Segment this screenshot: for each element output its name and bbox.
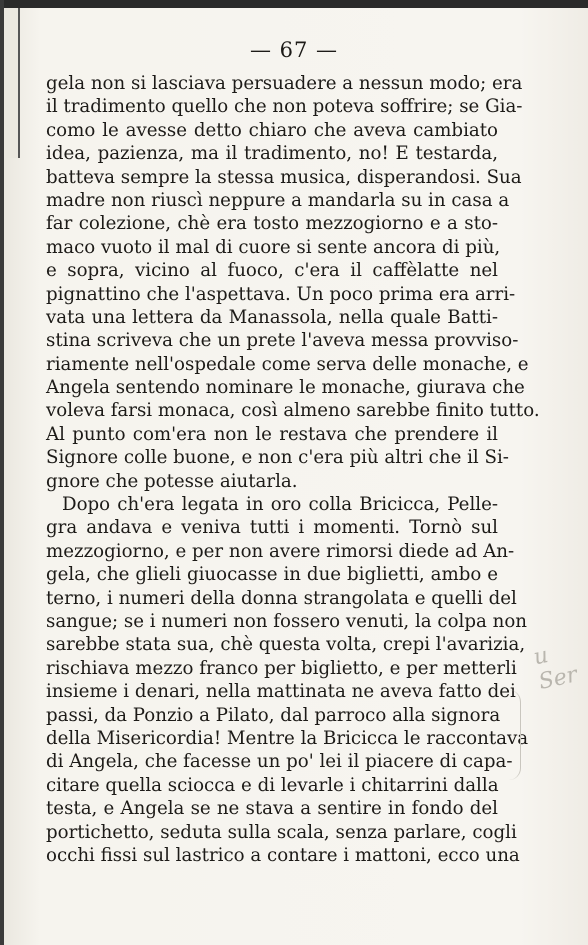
text-line: testa, e Angela se ne stava a sentire in fondo del [46, 798, 498, 820]
text-line: mezzogiorno, e per non avere rimorsi diede ad An- [46, 540, 515, 562]
page-fold-tab [4, 8, 20, 158]
text-line: maco vuoto il mal di cuore si sente ancora di più, [46, 236, 501, 258]
text-line: idea, pazienza, ma il tradimento, no! E testarda, [46, 143, 498, 165]
text-line: madre non riuscì neppure a mandarla su in casa a [46, 189, 510, 211]
text-line: voleva farsi monaca, così almeno sarebbe finito tutto. [46, 400, 540, 422]
text-line: batteva sempre la stessa musica, disperandosi. Sua [46, 166, 522, 188]
text-line: il tradimento quello che non poteva soffrire; se Gia- [46, 96, 523, 118]
text-line: como le avesse detto chiaro che aveva cambiato [46, 119, 498, 141]
body-text [46, 72, 540, 867]
text-line: gela, che glieli giuocasse in due biglietti, ambo e [46, 564, 498, 586]
margin-bracket-mark [506, 690, 521, 780]
page-number: — 67 — [249, 38, 339, 62]
text-line: occhi fissi sul lastrico a contare i mattoni, ecco una [46, 844, 520, 866]
text-line: di Angela, che facesse un po' lei il piacere di capa- [46, 751, 513, 773]
text-line: passi, da Ponzio a Pilato, dal parroco alla signora [46, 704, 501, 726]
text-line: Al punto com'era non le restava che prendere il [46, 423, 498, 445]
text-line: gela non si lasciava persuadere a nessun modo; era [46, 73, 523, 94]
text-line: sarebbe stata sua, chè questa volta, crepi l'avarizia, [46, 634, 526, 656]
text-line: far colezione, chè era tosto mezzogiorno e a sto- [46, 213, 498, 235]
text-line: rischiava mezzo franco per biglietto, e per metterli [46, 657, 517, 679]
text-line: Signore colle buone, e non c'era più altri che il Si- [46, 447, 509, 469]
margin-handwriting: u Ser [531, 643, 580, 695]
text-line: Angela sentendo nominare le monache, giurava che [46, 377, 525, 399]
text-line: riamente nell'ospedale come serva delle monache, e [46, 353, 529, 375]
paragraph-start-line: Dopo ch'era legata in oro colla Bricicca, Pelle- [62, 494, 498, 516]
scan-top-edge [0, 0, 588, 8]
paragraph-end-line: gnore che potesse aiutarla. [46, 470, 298, 492]
text-line: insieme i denari, nella mattinata ne aveva fatto dei [46, 681, 516, 703]
text-line: stina scriveva che un prete l'aveva messa provviso- [46, 330, 519, 352]
text-line: vata una lettera da Manassola, nella quale Batti- [46, 306, 498, 328]
text-line: citare quella sciocca e di levarle i chitarrini dalla [46, 774, 499, 796]
text-line: gra andava e veniva tutti i momenti. Tornò sul [46, 517, 498, 539]
text-line: pignattino che l'aspettava. Un poco prima era arri- [46, 283, 516, 305]
text-line: portichetto, seduta sulla scala, senza parlare, cogli [46, 821, 517, 843]
text-line: sangue; se i numeri non fossero venuti, la colpa non [46, 610, 528, 632]
text-line: della Misericordia! Mentre la Bricicca le raccontava [46, 727, 529, 749]
text-line: e sopra, vicino al fuoco, c'era il caffèlatte nel [46, 260, 498, 282]
text-line: terno, i numeri della donna strangolata e quelli del [46, 587, 517, 609]
